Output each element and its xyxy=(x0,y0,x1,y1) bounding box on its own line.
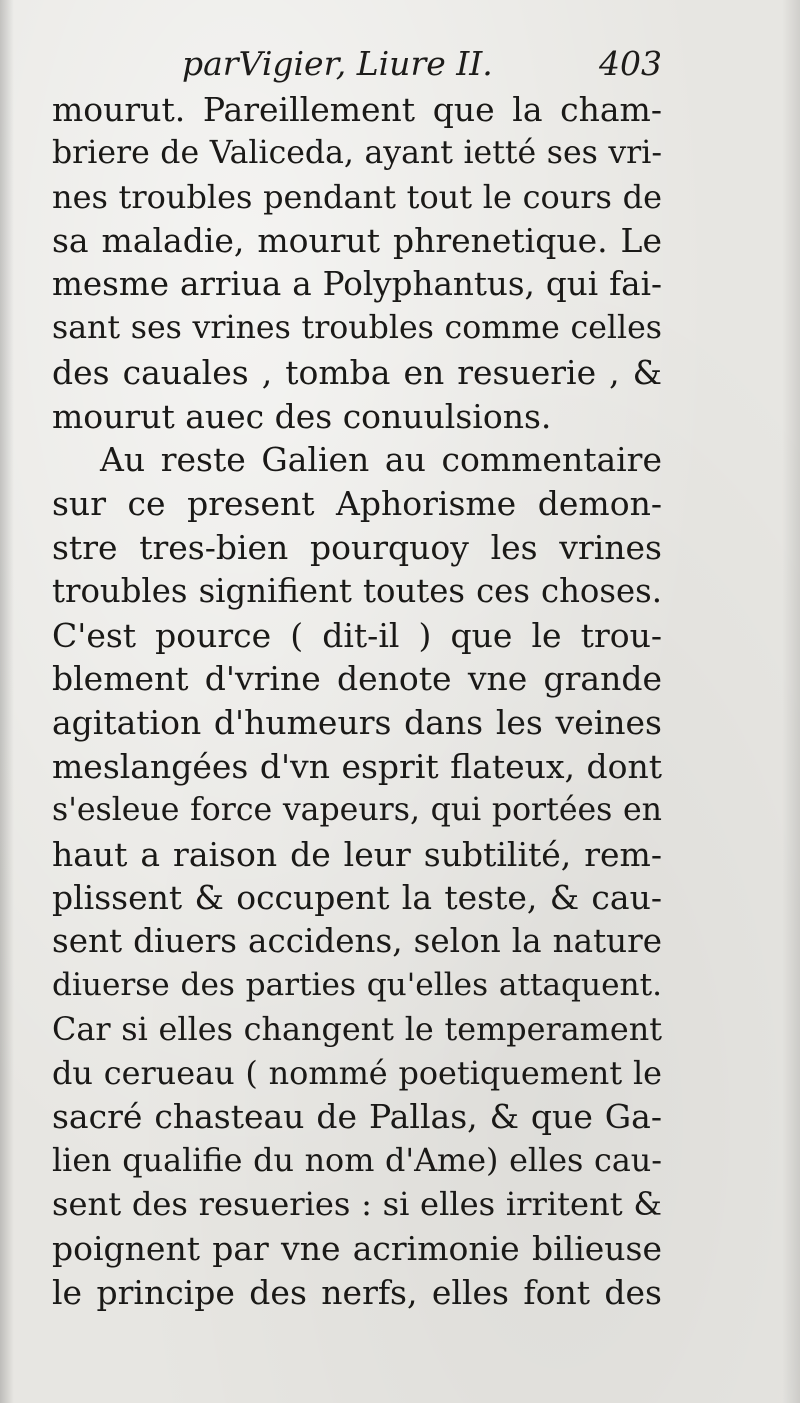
text-line: mesme arriua a Polyphantus, qui fai- xyxy=(52,265,662,304)
text-line: sent diuers accidens, selon la nature xyxy=(52,922,662,961)
body-text xyxy=(52,88,662,1314)
text-line: s'esleue force vapeurs, qui portées en xyxy=(52,791,662,828)
text-line: plissent & occupent la teste, & cau- xyxy=(52,878,662,918)
text-line: mourut. Pareillement que la cham- xyxy=(52,90,662,129)
text-line: troubles signifient toutes ces choses. xyxy=(52,571,662,610)
text-line: poignent par vne acrimonie bilieuse xyxy=(52,1228,662,1268)
text-line: meslangées d'vn esprit flateux, dont xyxy=(52,746,662,786)
text-line: nes troubles pendant tout le cours de xyxy=(52,177,662,216)
text-line: stre tres-bien pourquoy les vrines xyxy=(52,527,662,567)
text-line: mourut auec des conuulsions. xyxy=(52,396,552,436)
text-line: sur ce present Aphorisme demon- xyxy=(52,484,662,524)
text-line: sa maladie, mourut phrenetique. Le xyxy=(52,221,662,261)
running-head xyxy=(182,44,662,92)
text-line: sent des resueries : si elles irritent & xyxy=(52,1184,662,1223)
running-title: parVigier, Liure II. xyxy=(182,44,493,83)
text-line: du cerueau ( nommé poetiquement le xyxy=(52,1053,662,1092)
text-line: agitation d'humeurs dans les veines xyxy=(52,703,662,743)
text-line: blement d'vrine denote vne grande xyxy=(52,659,662,699)
text-line: haut a raison de leur subtilité, rem- xyxy=(52,834,662,874)
text-line: le principe des nerfs, elles font des xyxy=(52,1272,662,1312)
text-line: Au reste Galien au commentaire xyxy=(100,440,662,480)
text-line: diuerse des parties qu'elles attaquent. xyxy=(52,966,662,1003)
text-line: briere de Valiceda, ayant ietté ses vri- xyxy=(52,134,662,171)
text-line: sacré chasteau de Pallas, & que Ga- xyxy=(52,1097,662,1137)
text-line: C'est pource ( dit-il ) que le trou- xyxy=(52,615,662,655)
text-line: sant ses vrines troubles comme celles xyxy=(52,309,662,346)
text-line: Car si elles changent le temperament xyxy=(52,1009,662,1048)
text-line: lien qualifie du nom d'Ame) elles cau- xyxy=(52,1142,662,1180)
page-number: 403 xyxy=(599,44,662,83)
text-line: des cauales , tomba en resuerie , & xyxy=(52,352,662,392)
